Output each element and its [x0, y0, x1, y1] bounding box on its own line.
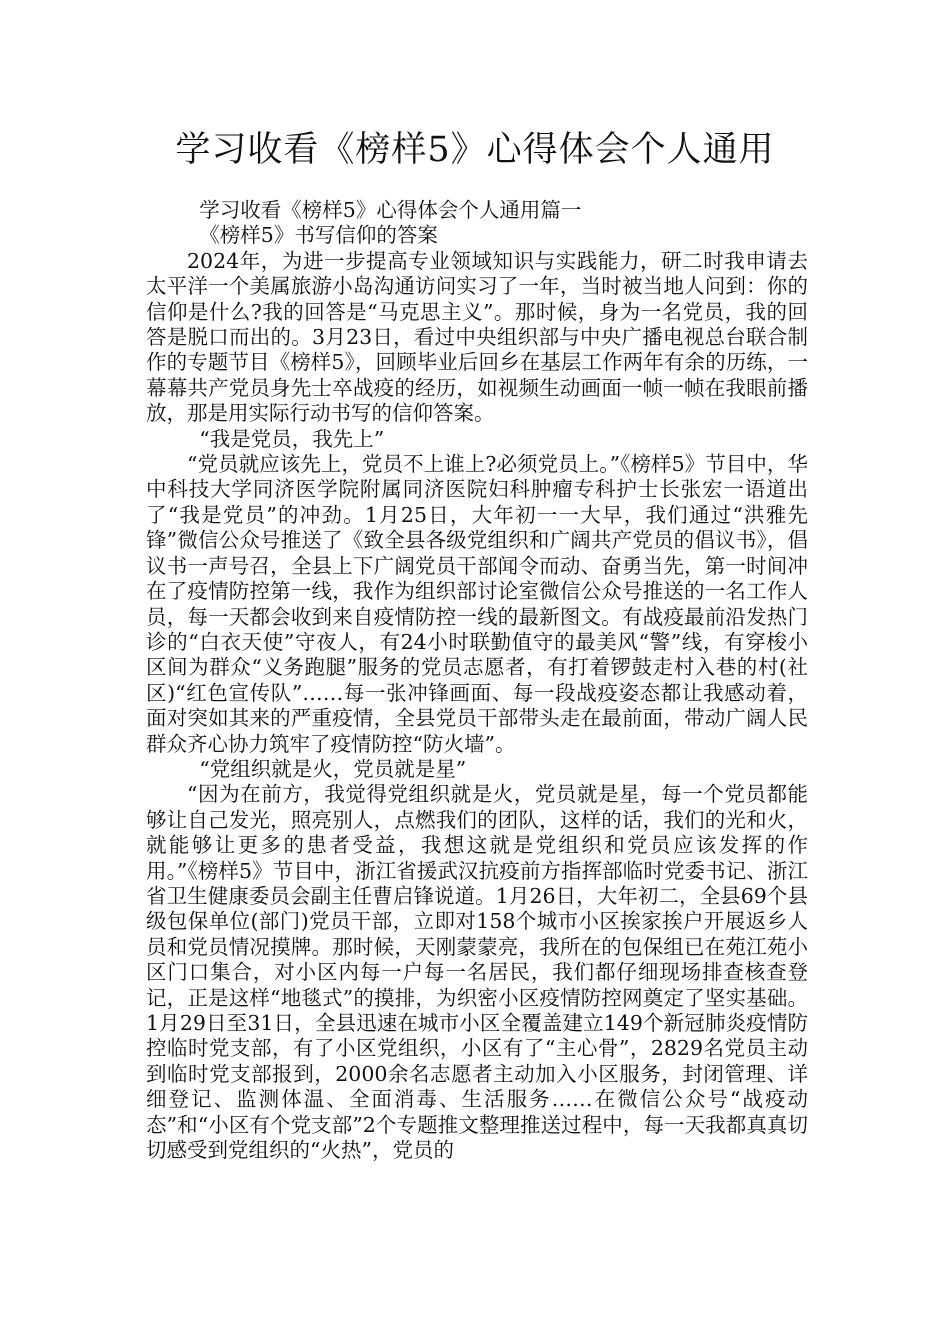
section-heading: 学习收看《榜样5》心得体会个人通用篇一 — [199, 198, 582, 222]
article-subtitle: 《榜样5》书写信仰的答案 — [199, 223, 438, 248]
body-paragraph: “党员就应该先上，党员不上谁上?必须党员上。”《榜样5》节目中，华中科技大学同济医学院附属同济医院妇科肿瘤专科护士长张宏一语道出了“我是党员”的冲劲。1月25日，大年初一一大早，我们通过“洪雅先锋”微信公众号推送了《致全县各级党组织和广阔共产党员的倡议书》，倡议书一声号召，全县上下广阔党员干部闻令而动、奋勇当先，第一时间冲在了疫情防控第一线，我作为组织部讨论室微信公众号推送的一名工作人员，每一天都会收到来自疫情防控一线的最新图文。有战疫最前沿发热门诊的“白衣天使”守夜人，有24小时联勤值守的最美风“警”线，有穿梭小区间为群众“义务跑腿”服务的党员志愿者，有打着锣鼓走村入巷的村(社区)“红色宣传队”……每一张冲锋画面、每一段战疫姿态都让我感动着，面对突如其来的严重疫情，全县党员干部带头走在最前面，带动广阔人民群众齐心协力筑牢了疫情防控“防火墙”。 — [146, 452, 808, 756]
subsection-heading: “党组织就是火，党员就是星” — [199, 756, 467, 781]
body-paragraph: “因为在前方，我觉得党组织就是火，党员就是星，每一个党员都能够让自己发光，照亮别人，点燃我们的团队，这样的话，我们的光和火，就能够让更多的患者受益，我想这就是党组织和党员应该发挥的作用。”《榜样5》节目中，浙江省援武汉抗疫前方指挥部临时党委书记、浙江省卫生健康委员会副主任曹启锋说道。1月26日，大年初二，全县69个县级包保单位(部门)党员干部，立即对158个城市小区挨家挨户开展返乡人员和党员情况摸牌。那时候，天刚蒙蒙亮，我所在的包保组已在苑江苑小区门口集合，对小区内每一户每一名居民，我们都仔细现场排查核查登记，正是这样“地毯式”的摸排，为织密小区疫情防控网奠定了坚实基础。1月29日至31日，全县迅速在城市小区全覆盖建立149个新冠肺炎疫情防控临时党支部，有了小区党组织，小区有了“主心骨”，2829名党员主动到临时党支部报到，2000余名志愿者主动加入小区服务，封闭管理、详细登记、监测体温、全面消毒、生活服务……在微信公众号“战疫动态”和“小区有个党支部”2个专题推文整理推送过程中，每一天我都真真切切感受到党组织的“火热”，党员的 — [146, 782, 808, 1163]
document-body — [146, 198, 808, 1163]
body-paragraph: 2024年，为进一步提高专业领域知识与实践能力，研二时我申请去太平洋一个美属旅游小岛沟通访问实习了一年，当时被当地人问到：你的信仰是什么?我的回答是“马克思主义”。那时候，身为一名党员，我的回答是脱口而出的。3月23日，看过中央组织部与中央广播电视总台联合制作的专题节目《榜样5》，回顾毕业后回乡在基层工作两年有余的历练，一幕幕共产党员身先士卒战疫的经历，如视频生动画面一帧一帧在我眼前播放，那是用实际行动书写的信仰答案。 — [146, 248, 808, 426]
document-title: 学习收看《榜样5》心得体会个人通用 — [175, 130, 775, 170]
subsection-heading: “我是党员，我先上” — [199, 426, 385, 451]
